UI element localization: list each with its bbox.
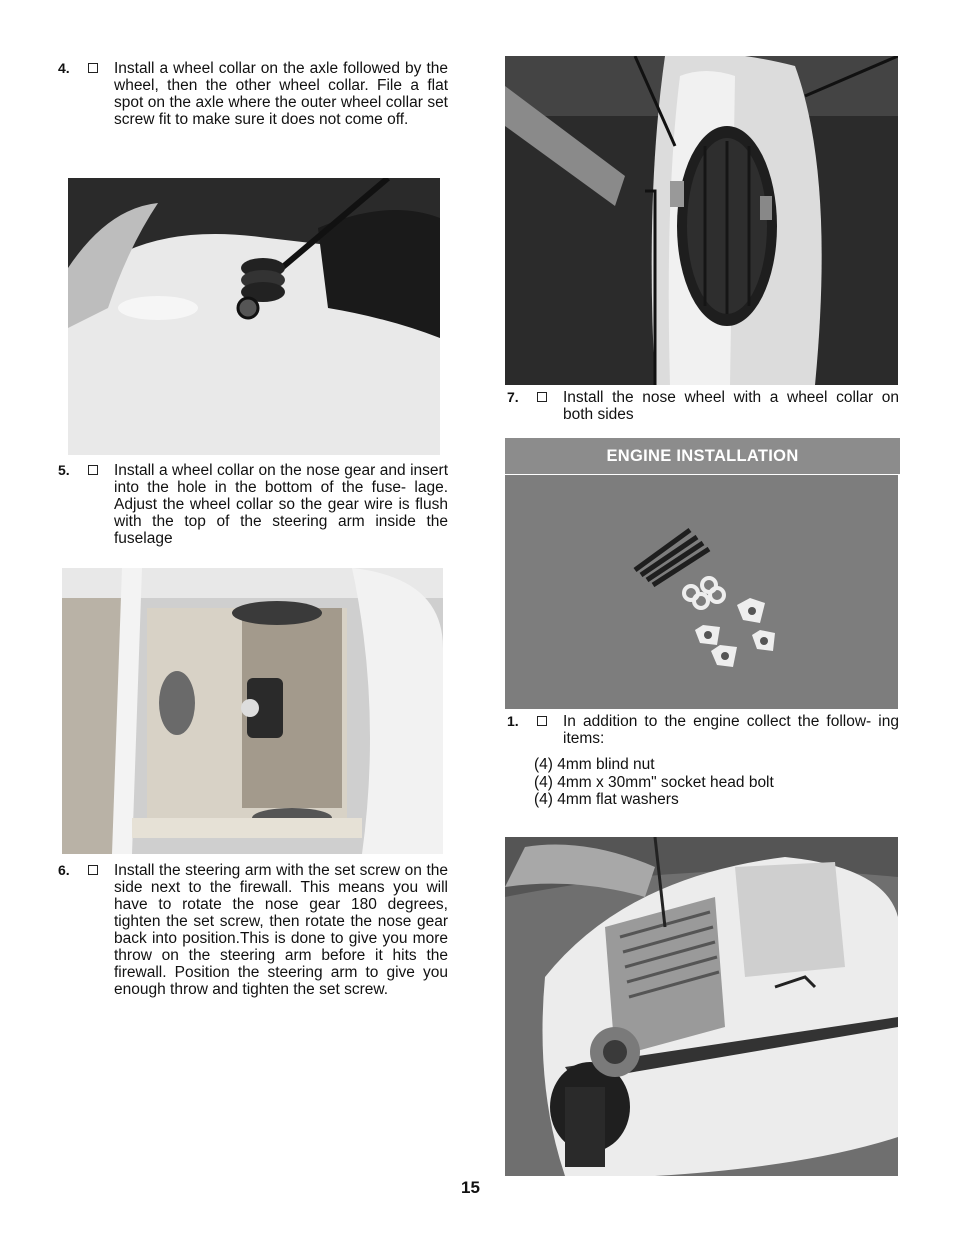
step-text: Install a wheel collar on the nose gear and insert into the hole in the bottom of the fuse- lage. Adjust the wheel collar so the gear wire is flush with the top of the steering arm inside the fuselage [114,462,448,547]
checkbox[interactable] [537,716,547,726]
step-text: Install the steering arm with the set screw on the side next to the firewall. This means you will have to rotate the nose gear 180 degrees, tighten the set screw, then rotate the nose gear back into position.This is done to give you more throw on the steering arm before it hits the firewall. Position the steering arm to give you enough throw and tighten the set screw. [114,862,448,998]
photo-nose-wheel [505,56,898,385]
step-text: Install a wheel collar on the axle followed by the wheel, then the other wheel collar. File a flat spot on the axle where the outer wheel collar set screw fit to make sure it does not come off. [114,60,448,128]
step-number: 5. [58,462,70,478]
checkbox[interactable] [88,63,98,73]
photo-hardware [505,475,898,709]
section-heading: ENGINE INSTALLATION [505,438,900,474]
photo-steering-arm [62,568,443,854]
list-item: (4) 4mm flat washers [534,791,679,808]
step-number: 1. [507,713,519,729]
photo-engine-mount [505,837,898,1176]
list-item: (4) 4mm blind nut [534,756,655,773]
step-5 [58,462,448,552]
hardware-list [534,756,774,809]
step-text: In addition to the engine collect the follow- ing items: [563,713,899,747]
step-6 [58,862,448,1022]
step-7 [507,389,899,429]
step-number: 4. [58,60,70,76]
engine-step-1 [507,713,899,753]
step-number: 6. [58,862,70,878]
checkbox[interactable] [537,392,547,402]
checkbox[interactable] [88,865,98,875]
list-item: (4) 4mm x 30mm" socket head bolt [534,773,774,791]
step-4 [58,60,448,150]
step-number: 7. [507,389,519,405]
page-number: 15 [461,1178,480,1197]
photo-wheel-collar [68,178,440,455]
step-text: Install the nose wheel with a wheel collar on both sides [563,389,899,423]
checkbox[interactable] [88,465,98,475]
